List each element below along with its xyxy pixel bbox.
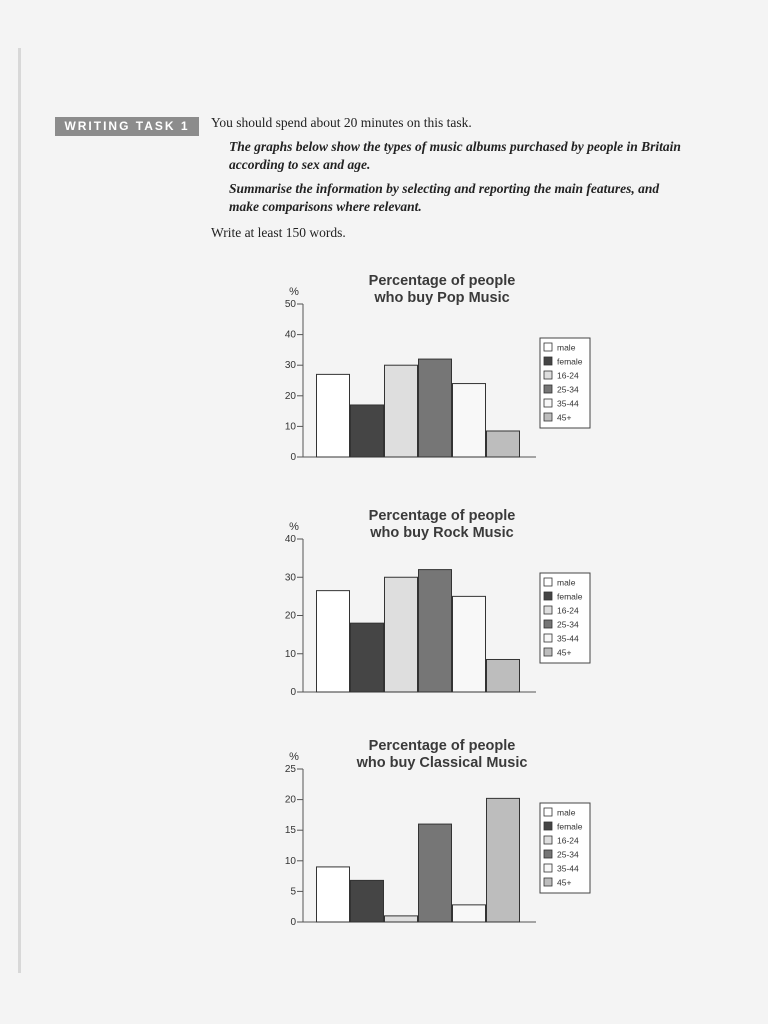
y-tick-label: 5 xyxy=(290,886,296,898)
bar-16-24 xyxy=(385,365,418,457)
bar-female xyxy=(351,623,384,692)
y-tick-label: 20 xyxy=(284,610,296,622)
legend-swatch-45plus xyxy=(544,648,552,656)
bar-male xyxy=(317,591,350,692)
legend-swatch-male xyxy=(544,578,552,586)
chart-title-line-2: who buy Pop Music xyxy=(374,290,510,306)
y-tick-label: 0 xyxy=(290,687,296,698)
legend-swatch-35-44 xyxy=(544,864,552,872)
y-tick-label: 40 xyxy=(284,534,296,545)
y-tick-label: 50 xyxy=(284,299,296,310)
y-tick-label: 30 xyxy=(284,572,296,584)
y-tick-label: 30 xyxy=(284,360,296,372)
legend-label-25-34: 25-34 xyxy=(557,384,579,395)
chart-title-line-1: Percentage of people xyxy=(368,508,516,524)
legend-label-35-44: 35-44 xyxy=(557,863,579,874)
y-tick-label: 10 xyxy=(284,855,296,867)
y-tick-label: 0 xyxy=(290,452,296,463)
chart-title-line-2: who buy Rock Music xyxy=(370,525,514,541)
rock-music-chart xyxy=(270,503,620,738)
legend-label-45plus: 45+ xyxy=(557,647,572,658)
pop-music-chart-svg xyxy=(270,268,620,503)
legend-label-female: female xyxy=(557,821,583,832)
legend-label-16-24: 16-24 xyxy=(557,370,579,381)
y-axis-unit-label: % xyxy=(289,521,299,533)
writing-task-badge: WRITING TASK 1 xyxy=(55,117,199,136)
bar-25-34 xyxy=(419,570,452,692)
legend-label-25-34: 25-34 xyxy=(557,849,579,860)
legend-swatch-16-24 xyxy=(544,836,552,844)
legend-label-35-44: 35-44 xyxy=(557,398,579,409)
y-tick-label: 20 xyxy=(284,794,296,806)
legend-label-45plus: 45+ xyxy=(557,412,572,423)
bar-female xyxy=(351,405,384,457)
chart-title-line-1: Percentage of people xyxy=(368,273,516,289)
chart-title-line-2: who buy Classical Music xyxy=(356,755,528,771)
classical-music-chart xyxy=(270,733,620,968)
bar-16-24 xyxy=(385,916,418,922)
y-tick-label: 40 xyxy=(284,329,296,341)
y-tick-label: 10 xyxy=(284,648,296,660)
y-tick-label: 20 xyxy=(284,390,296,402)
legend-label-female: female xyxy=(557,591,583,602)
legend-swatch-female xyxy=(544,822,552,830)
legend-swatch-45plus xyxy=(544,878,552,886)
legend-label-female: female xyxy=(557,356,583,367)
y-axis-unit-label: % xyxy=(289,751,299,763)
chart-title-line-1: Percentage of people xyxy=(368,738,516,754)
legend-swatch-25-34 xyxy=(544,850,552,858)
legend-swatch-male xyxy=(544,808,552,816)
y-tick-label: 10 xyxy=(284,421,296,433)
legend-swatch-female xyxy=(544,592,552,600)
legend-swatch-45plus xyxy=(544,413,552,421)
bar-35-44 xyxy=(453,905,486,922)
task-brief-description: The graphs below show the types of music albums purchased by people in Britain according to sex and age. xyxy=(229,139,681,172)
legend-swatch-25-34 xyxy=(544,620,552,628)
y-axis-unit-label: % xyxy=(289,286,299,298)
bar-45plus xyxy=(487,798,520,922)
bar-male xyxy=(317,867,350,922)
legend-swatch-25-34 xyxy=(544,385,552,393)
y-tick-label: 25 xyxy=(284,764,296,775)
legend-label-35-44: 35-44 xyxy=(557,633,579,644)
bar-male xyxy=(317,374,350,457)
legend-label-16-24: 16-24 xyxy=(557,835,579,846)
legend-swatch-16-24 xyxy=(544,371,552,379)
legend-label-male: male xyxy=(557,342,576,353)
page-edge-shadow xyxy=(18,48,21,973)
bar-25-34 xyxy=(419,824,452,922)
task-instructions xyxy=(211,114,681,242)
legend-swatch-35-44 xyxy=(544,634,552,642)
task-brief-summarise: Summarise the information by selecting and reporting the main features, and make comparisons where relevant. xyxy=(229,181,660,214)
pop-music-chart xyxy=(270,268,620,503)
legend-swatch-16-24 xyxy=(544,606,552,614)
bar-45plus xyxy=(487,431,520,457)
legend-swatch-female xyxy=(544,357,552,365)
time-instruction: You should spend about 20 minutes on this task. xyxy=(211,115,472,130)
bar-45plus xyxy=(487,659,520,692)
bar-female xyxy=(351,880,384,922)
legend-label-16-24: 16-24 xyxy=(557,605,579,616)
word-count-instruction: Write at least 150 words. xyxy=(211,225,346,240)
y-tick-label: 0 xyxy=(290,917,296,928)
bar-35-44 xyxy=(453,384,486,457)
legend-label-male: male xyxy=(557,577,576,588)
legend-swatch-male xyxy=(544,343,552,351)
rock-music-chart-svg xyxy=(270,503,620,738)
bar-25-34 xyxy=(419,359,452,457)
legend-label-45plus: 45+ xyxy=(557,877,572,888)
legend-label-male: male xyxy=(557,807,576,818)
legend-swatch-35-44 xyxy=(544,399,552,407)
bar-16-24 xyxy=(385,577,418,692)
bar-35-44 xyxy=(453,596,486,692)
legend-label-25-34: 25-34 xyxy=(557,619,579,630)
classical-music-chart-svg xyxy=(270,733,620,968)
y-tick-label: 15 xyxy=(284,825,296,837)
